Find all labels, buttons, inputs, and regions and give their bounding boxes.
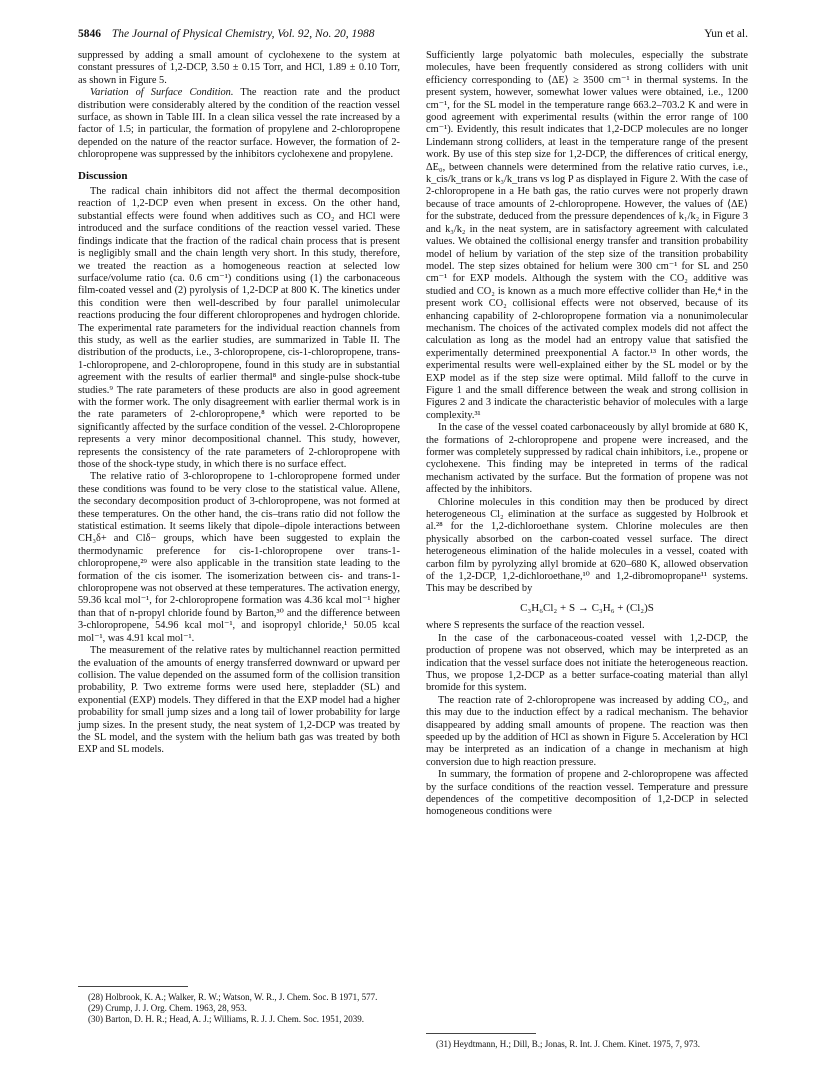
footnote-rule — [78, 986, 188, 987]
surface-condition-text: The reaction rate and the product distribution were considerably altered by the condition of the reaction vessel surface, as shown in Table III. In a clean silica vessel the rate increased by a factor of 1.5; in particular, the formation of propylene and 2-chloropropene depended on the nature of the reactor surface. However, the formation of 2-chloropropene was suppressed by the inhibitors cyclohexene and propylene. — [78, 87, 401, 161]
surface-condition-paragraph — [78, 87, 400, 161]
page-number: 5846 — [78, 28, 101, 40]
discussion-paragraph-1: The radical chain inhibitors did not affect the thermal decomposition reaction of 1,2-DCP even when present in excess. On the other hand, substantial effects were found when additives such as CO₂ and HCl were introduced and the surface conditions of the reaction vessel varied. These findings indicate that the fraction of the radical chain process that is present is negligibly small and the chain length very short. In this study, therefore, we treated the reaction as a homogeneous reaction at selected low surface/volume ratio (ca. 0.6 cm⁻¹) conditions using (1) the carbonaceous film-coated vessel and (2) pyrolysis of 1,2-DCP at 800 K. The kinetics under this condition were then well-described by four parallel unimolecular reactions producing the four different chloropropenes and hydrogen chloride. The experimental rate parameters for the individual reaction channels from this study, as well as the earlier studies, are summarized in Table II. The distribution of the products, i.e., 3-chloropropene, cis-1-chloropropene, trans-1-chloropropene, and 2-chloropropene, found in this study are in substantial agreement with the results of earlier thermal⁸ and single-pulse shock-tube studies.⁹ The rate parameters of these products are also in good agreement with the former work. The only disagreement with earlier thermal work is in the rate parameters of 2-chloropropene,⁸ which were reported to be significantly affected by the surface condition of the vessel. 2-Chloropropene represents a very minor decompositional channel. This study, however, represents the consistency of the rate parameters of 2-chloropropene with those of the shock-type study, in which there is no surface effect. — [78, 186, 400, 470]
discussion-heading: Discussion — [78, 169, 128, 182]
right-column — [426, 50, 748, 819]
right-paragraph-7: In summary, the formation of propene and 2-chloropropene was affected by the surface conditions of the reaction vessel. Temperature and pressure dependences of the competitive decomposition of 1,2-DCP in selected homogeneous conditions were — [426, 769, 748, 818]
right-paragraph-6: The reaction rate of 2-chloropropene was increased by adding CO₂, and this may due to the induction effect by a radical mechanism. The behavior disappeared by adding small amounts of propene. The reaction was then speeded up by the addition of HCl as shown in Figure 5. Acceleration by HCl may be interpreted as an indication of a change in mechanism at high conversion due to high reaction pressure. — [426, 694, 748, 768]
right-paragraph-2: In the case of the vessel coated carbonaceously by allyl bromide at 680 K, the formations of 2-chloropropene and propene were increased, and the former was completely suppressed by radical chain inhibitors, i.e., propene or cyclohexene. This finding may be intepreted in terms of the radical mechanism activated by the surface. But the formation of propene was not affected by the inhibitors. — [426, 422, 748, 496]
right-paragraph-1: Sufficiently large polyatomic bath molecules, especially the substrate molecules, have been frequently considered as strong colliders with unit efficiency corresponding to ⟨ΔE⟩ ≥ 3500 cm⁻¹ in thermal systems. In the present system, however, somewhat lower values were obtained, i.e., 1200 cm⁻¹, for the SL model in the temperature range 663.2–703.2 K and were in good agreement with experimental results (within the error range of 100 cm⁻¹). Evidently, this result indicates that 1,2-DCP molecules are no longer Lindemann strong colliders, at least in the temperature range of the present work. By use of this step size for 1,2-DCP, the differences of critical energy, ΔE₀, between channels were determined from the relative ratio curves, i.e., k_cis/k_trans or k₃/k_trans vs log P as displayed in Figure 2. With the case of 2-chloropropene in a He bath gas, the ratio curves were not properly drawn because of trace amounts of 2-chloropropene. However, the values of ⟨ΔE⟩ for the substrate, deduced from the pressure dependences of k₁/k₂ in Figure 3 and k₃/k₂ in the neat system, are in satisfactory agreement with calculated values. We obtained the collisional energy transfer and transition probability model of helium by variation of the step size of the transition probability model. The step sizes obtained for helium were 300 cm⁻¹ for SL and 250 cm⁻¹ for EXP models. Although the system with the CO₂ additive was studied and CO₂ is known as a much more effective collider than He,⁴ in the present work CO₂ collisional effects were not observed, because of its enhancing capability of 2-chloropropene formation via a nonunimolecular mechanism. The choices of the activated complex models did not affect the calculation as long as the model had an entropy value that satisfied the experimentally determined preexponential A factor.¹³ In other words, the experimental results were well-explained either by the SL model or by the EXP model as if the step size were optimal. Mild falloff to the curve in Figure 1 and the small difference between the weak and strong collision in Figures 2 and 3 indicate the characteristic behavior of molecules with a large complexity.³¹ — [426, 50, 748, 421]
right-footnotes — [426, 1033, 748, 1050]
footnote-31: (31) Heydtmann, H.; Dill, B.; Jonas, R. Int. J. Chem. Kinet. 1975, 7, 973. — [436, 1039, 700, 1049]
right-paragraph-5: In the case of the carbonaceous-coated vessel with 1,2-DCP, the production of propene was not observed, which may be interpreted as an indication that the vessel surface does not initiate the heterogeneous reaction. Thus, we propose 1,2-DCP as a better surface-coating material than allyl bromide for this system. — [426, 632, 748, 694]
surface-condition-heading: Variation of Surface Condition. — [90, 87, 234, 99]
footnote-29: (29) Crump, J. J. Org. Chem. 1963, 28, 953. — [88, 1002, 247, 1013]
running-header — [78, 28, 748, 44]
left-column — [78, 50, 400, 757]
discussion-paragraph-2: The relative ratio of 3-chloropropene to 1-chloropropene formed under these conditions was found to be very close to the statistical value. Allene, the secondary decomposition product of 3-chloropropene, was not formed at these temperatures. On the other hand, the cis–trans ratio did not follow the statistical estimation. It seems likely that dipole–dipole interactions between CH₃δ+ and Clδ− groups, which have been suggested to explain the thermodynamic preference for cis-1-chloropropene over trans-1-chloropropene,²⁹ were also applicable in the transition state leading to the formation of the cis isomer. The isomerization between cis- and trans-1-chloropropene was not observed at these temperatures. The activation energy, 59.36 kcal mol⁻¹, for 2-chloropropene formation was 4.36 kcal mol⁻¹ higher than that of n-propyl chloride found by Barton,³⁰ and the difference between 3-chloropropene, 54.96 kcal mol⁻¹, and isopropyl chloride,¹ 50.05 kcal mol⁻¹, was 4.91 kcal mol⁻¹. — [78, 471, 400, 644]
footnote-30: (30) Barton, D. H. R.; Head, A. J.; Williams, R. J. J. Chem. Soc. 1951, 2039. — [88, 1013, 364, 1024]
right-paragraph-4: where S represents the surface of the reaction vessel. — [426, 620, 645, 632]
right-paragraph-3: Chlorine molecules in this condition may then be produced by direct heterogeneous Cl₂ elimination at the surface as suggested by Holbrook et al.²⁸ for the 1,2-dichloroethane system. Chlorine molecules are then physically absorbed on the carbon-coated vessel surface. The direct heterogeneous elimination of the halide molecules in a vessel, coated with carbon film by pyrolyzing allyl bromide at 620–680 K, allowed observation of the 1,2-DCP, 1,2-dichloroethane,¹⁰ and 1,2-dibromopropane¹¹ systems. This may be described by — [426, 496, 748, 595]
discussion-paragraph-3: The measurement of the relative rates by multichannel reaction permitted the evaluation of the amounts of energy transferred downward or upward per collision. The value depended on the assumed form of the collision transition probability, P. Two extreme forms were used here, stepladder (SL) and exponential (EXP) models. They differed in that the EXP model had a higher probability for small jump sizes and a long tail of lower probability for large jump sizes. In the present study, the neat system of 1,2-DCP was treated by the SL model, and the system with the helium bath gas was treated by both EXP and SL models. — [78, 645, 400, 756]
journal-citation: The Journal of Physical Chemistry, Vol. 92, No. 20, 1988 — [111, 28, 375, 40]
intro-paragraph: suppressed by adding a small amount of cyclohexene to the system at constant pressures of 1,2-DCP, 3.50 ± 0.15 Torr, and HCl, 1.89 ± 0.10 Torr, as shown in Figure 5. — [78, 50, 400, 86]
author-running-head: Yun et al. — [704, 28, 748, 40]
footnote-28: (28) Holbrook, K. A.; Walker, R. W.; Watson, W. R., J. Chem. Soc. B 1971, 577. — [88, 992, 378, 1002]
left-footnotes — [78, 986, 400, 1024]
reaction-equation: C₃H₆Cl₂ + S → C₃H₆ + (Cl₂)S — [520, 601, 654, 614]
footnote-rule — [426, 1033, 536, 1034]
